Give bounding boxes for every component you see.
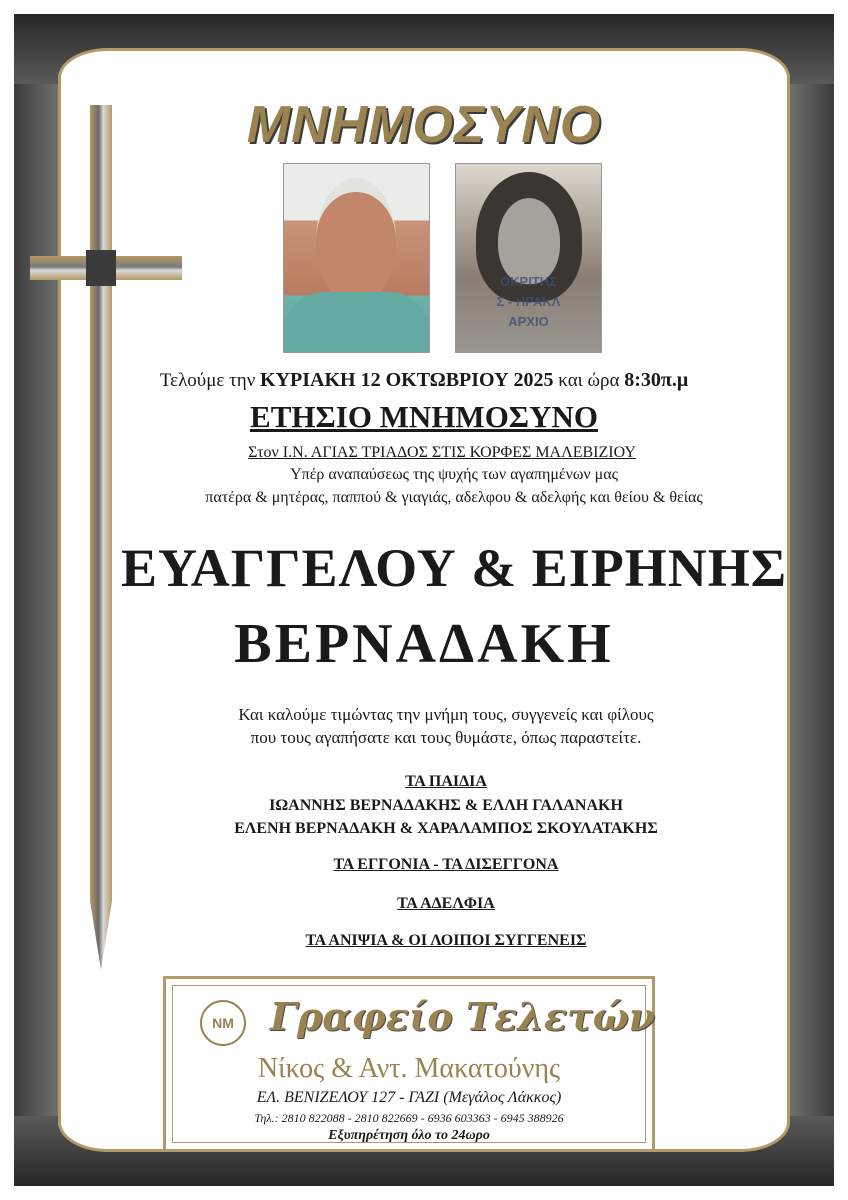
deceased-first-names: ΕΥΑΓΓΕΛΟΥ & ΕΙΡΗΝΗΣ [121,538,787,598]
page-title: ΜΝΗΜΟΣΥΝΟ [246,96,602,154]
invitation-line-2: που τους αγαπήσατε και τους θυμάστε, όπως παραστείτε. [250,728,642,747]
portrait-head [316,178,396,302]
purpose-line-2: πατέρα & μητέρας, παππού & γιαγιάς, αδελφου & αδελφής και θείου & θείας [205,489,703,506]
service-date: ΚΥΡΙΑΚΗ 12 ΟΚΤΩΒΡΙΟΥ 2025 [260,369,554,391]
children-heading: ΤΑ ΠΑΙΔΙΑ [405,773,487,790]
service-location: Στον Ι.Ν. ΑΓΙΑΣ ΤΡΙΑΔΟΣ ΣΤΙΣ ΚΟΡΦΕΣ ΜΑΛΕΒΙΖΙΟΥ [248,444,636,461]
photo-husband [283,163,430,353]
purpose-line-1: Υπέρ αναπαύσεως της ψυχής των αγαπημένων μας [290,466,618,483]
intro-text: Τελούμε την [159,370,256,391]
child-couple-2: ΕΛΕΝΗ ΒΕΡΝΑΔΑΚΗ & ΧΑΡΑΛΑΜΠΟΣ ΣΚΟΥΛΑΤΑΚΗΣ [234,820,658,837]
funeral-office-owners: Νίκος & Αντ. Μακατούνης [257,1053,561,1084]
service-time: 8:30π.μ [624,369,689,391]
child-couple-1: ΙΩΑΝΝΗΣ ΒΕΡΝΑΔΑΚΗΣ & ΕΛΛΗ ΓΑΛΑΝΑΚΗ [269,797,623,814]
photo-stamp [456,272,601,332]
funeral-office-hours: Εξυπηρέτηση όλο το 24ωρο [328,1128,490,1143]
photo-wife [455,163,602,353]
portrait-shirt [284,292,429,352]
deceased-surname: ΒΕΡΝΑΔΑΚΗ [234,613,614,675]
relatives-line: ΤΑ ΑΝΙΨΙΑ & ΟΙ ΛΟΙΠΟΙ ΣΥΓΓΕΝΕΙΣ [305,932,587,949]
funeral-office-logo: ΝΜ [200,1000,246,1046]
service-type: ΕΤΗΣΙΟ ΜΝΗΜΟΣΥΝΟ [250,399,598,434]
stamp-line: ΑΡΧΙΟ [508,314,549,329]
invitation-line-1: Και καλούμε τιμώντας την μνήμη τους, συγγενείς και φίλους [238,705,654,724]
intro-time-text: και ώρα [558,370,620,391]
funeral-office-title: Γραφείο Τελετών [270,994,656,1039]
funeral-office-phones: Τηλ.: 2810 822088 - 2810 822669 - 6936 603363 - 6945 388926 [254,1111,564,1125]
grandchildren-line: ΤΑ ΕΓΓΟΝΙΑ - ΤΑ ΔΙΣΕΓΓΟΝΑ [333,856,559,873]
funeral-office-address: ΕΛ. ΒΕΝΙΖΕΛΟΥ 127 - ΓΑΖΙ (Μεγάλος Λάκκος) [256,1089,562,1106]
siblings-line: ΤΑ ΑΔΕΛΦΙΑ [397,895,495,912]
stamp-line: ΟΚΡΙΤΗΣ [500,274,557,289]
service-date-line [0,369,848,392]
stamp-line: Σ - ΗΡΑΚΛ [496,294,561,309]
cross-center [86,250,116,286]
